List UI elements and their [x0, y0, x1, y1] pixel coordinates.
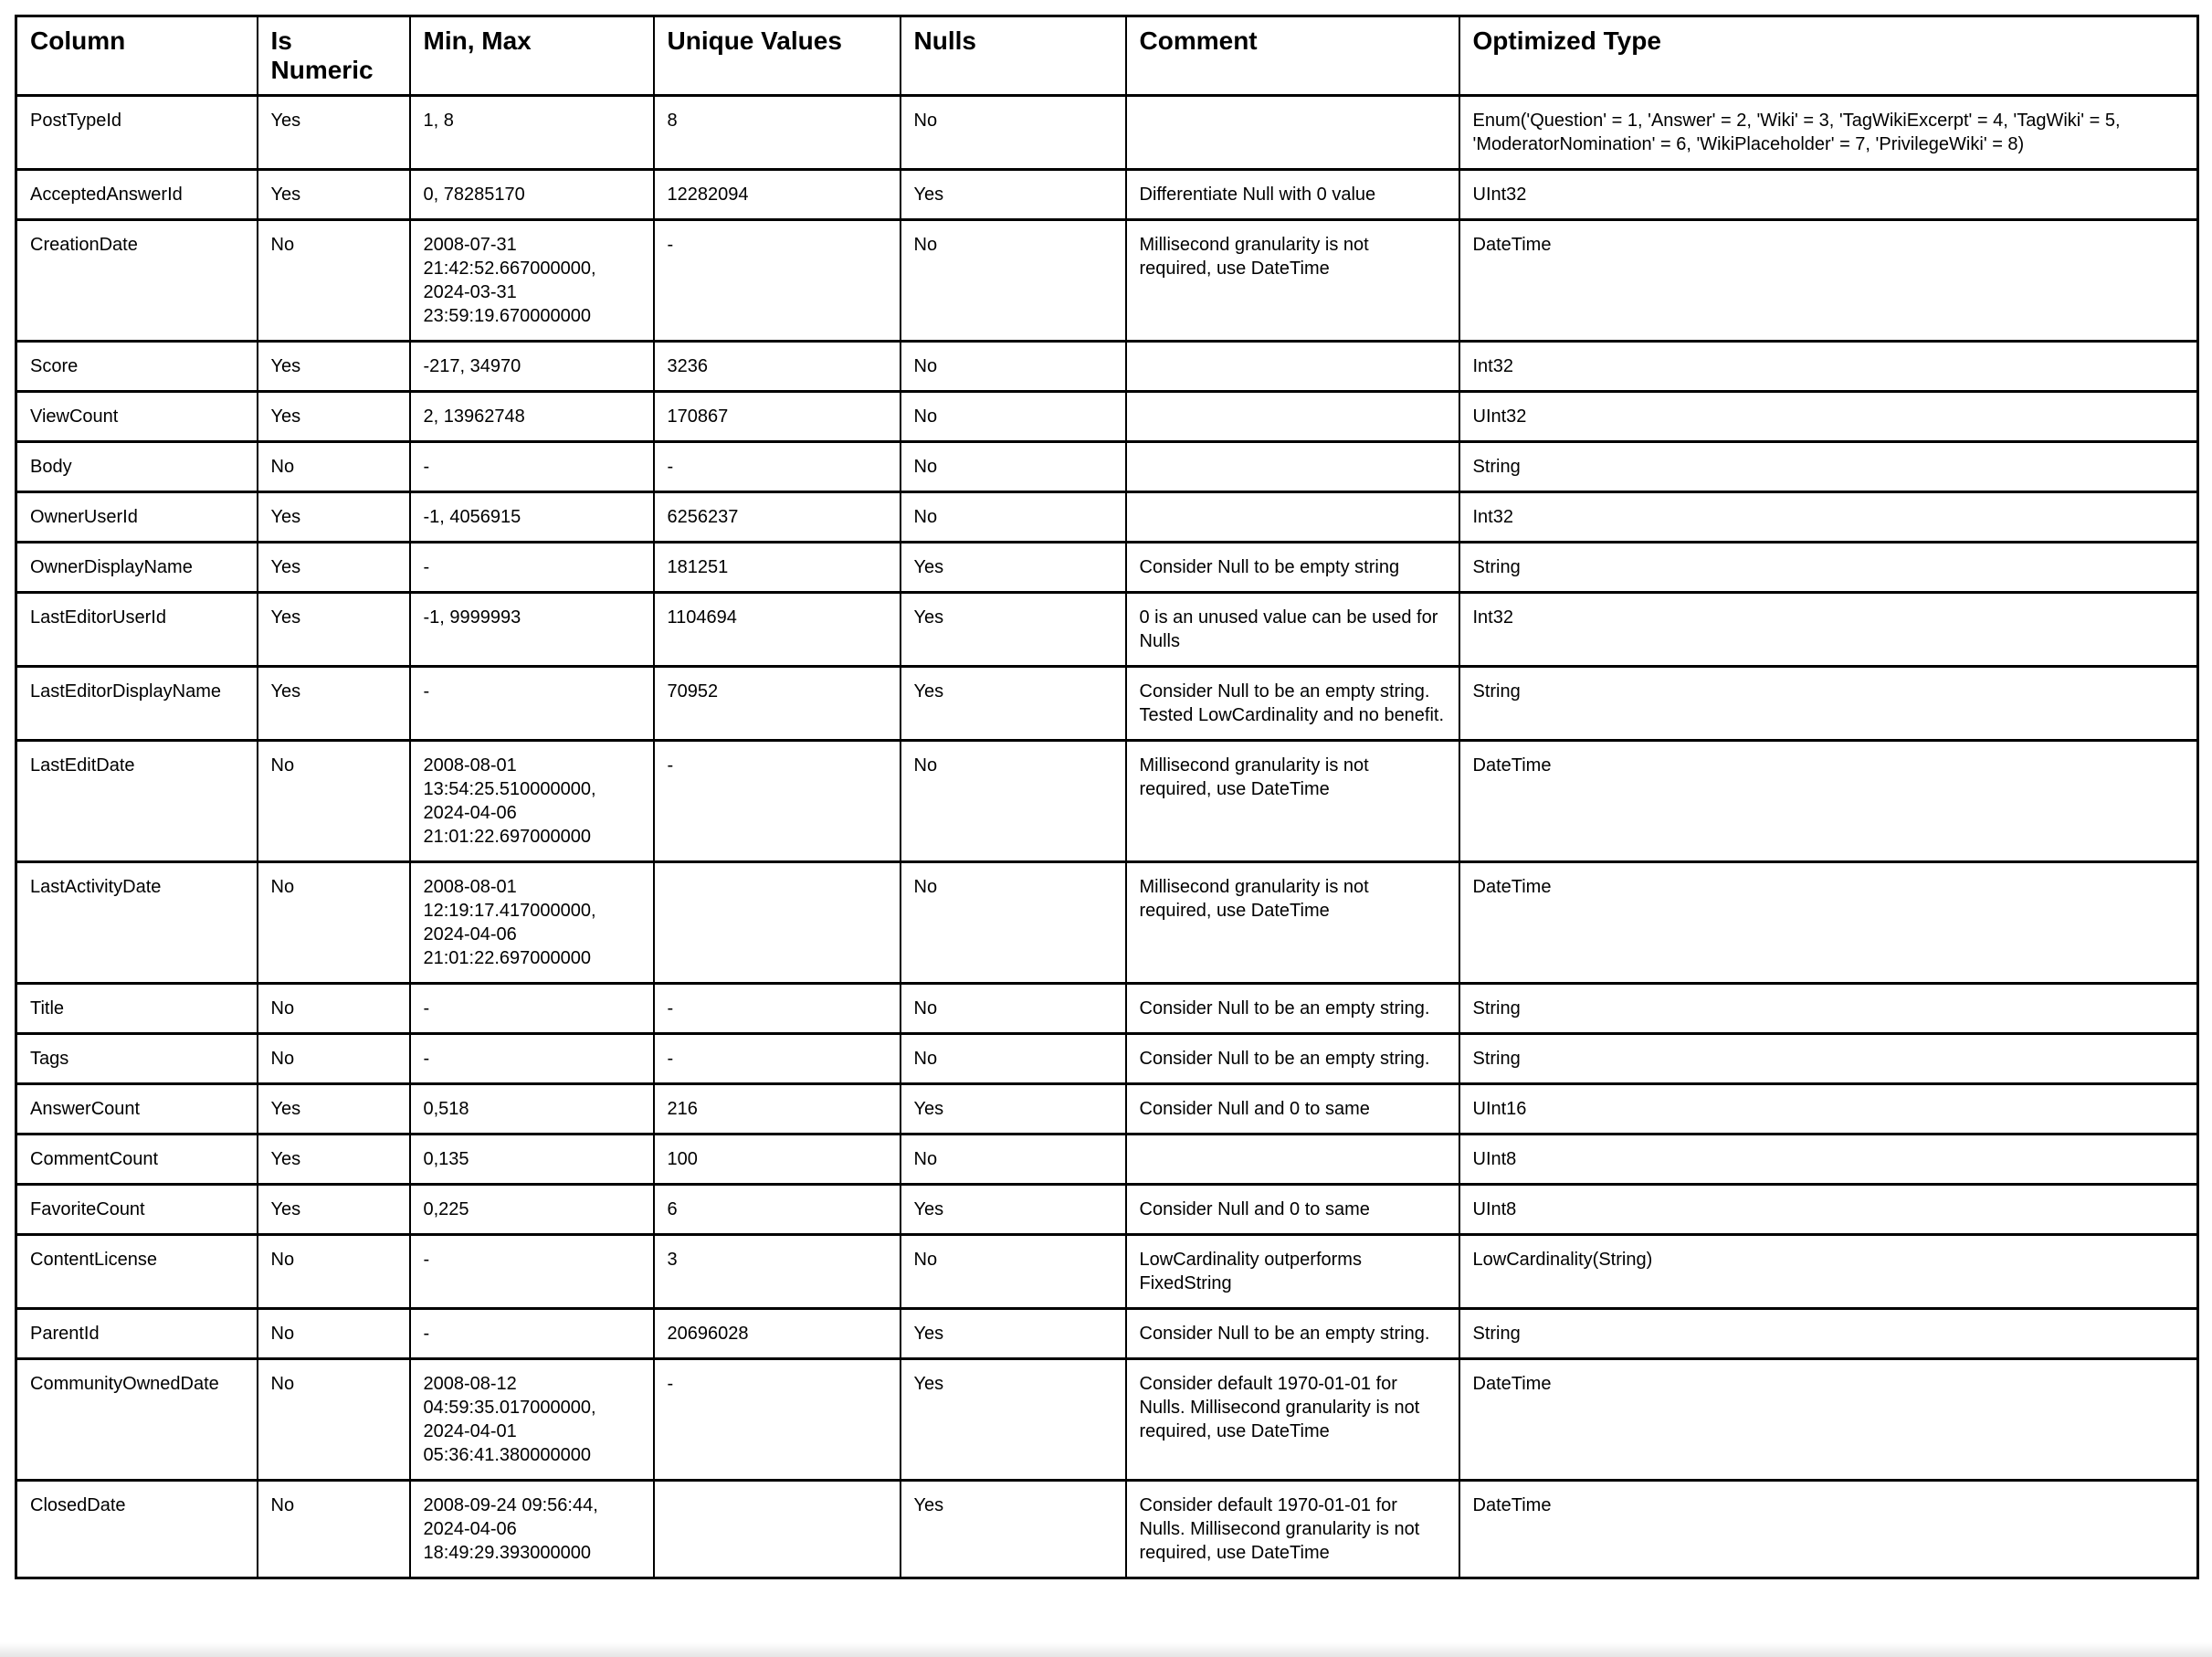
table-cell: Consider Null and 0 to same	[1126, 1084, 1459, 1135]
table-cell: Score	[16, 342, 258, 392]
table-row	[16, 442, 2198, 492]
table-cell: LastActivityDate	[16, 862, 258, 984]
table-row	[16, 1034, 2198, 1084]
table-cell: 1, 8	[410, 96, 654, 170]
table-cell: 0, 78285170	[410, 170, 654, 220]
table-cell: CreationDate	[16, 220, 258, 342]
table-cell: AnswerCount	[16, 1084, 258, 1135]
table-cell: LastEditorUserId	[16, 593, 258, 667]
table-cell: 3	[654, 1235, 901, 1309]
table-body	[16, 96, 2198, 1578]
table-cell: No	[258, 442, 410, 492]
table-cell: -1, 9999993	[410, 593, 654, 667]
table-cell: No	[901, 96, 1126, 170]
table-cell: Consider Null and 0 to same	[1126, 1185, 1459, 1235]
table-cell: FavoriteCount	[16, 1185, 258, 1235]
table-header	[16, 16, 2198, 96]
table-cell: Consider Null to be an empty string. Tested LowCardinality and no benefit.	[1126, 667, 1459, 741]
table-cell	[654, 1481, 901, 1578]
table-cell: 2008-09-24 09:56:44, 2024-04-06 18:49:29.393000000	[410, 1481, 654, 1578]
table-cell: -	[410, 1235, 654, 1309]
table-cell: UInt32	[1459, 170, 2198, 220]
table-cell: No	[901, 1235, 1126, 1309]
table-cell: Consider default 1970-01-01 for Nulls. Millisecond granularity is not required, use DateTime	[1126, 1359, 1459, 1481]
table-cell: ContentLicense	[16, 1235, 258, 1309]
table-cell: UInt8	[1459, 1185, 2198, 1235]
table-row	[16, 170, 2198, 220]
table-cell: No	[901, 1034, 1126, 1084]
column-header-nulls: Nulls	[901, 16, 1126, 96]
table-cell: 20696028	[654, 1309, 901, 1359]
table-cell: No	[258, 984, 410, 1034]
table-cell: No	[258, 862, 410, 984]
table-row	[16, 492, 2198, 543]
table-cell: Yes	[258, 667, 410, 741]
table-cell: ClosedDate	[16, 1481, 258, 1578]
table-cell: -	[410, 667, 654, 741]
table-cell: 6256237	[654, 492, 901, 543]
table-row	[16, 1309, 2198, 1359]
table-row	[16, 392, 2198, 442]
table-cell: No	[901, 342, 1126, 392]
table-cell: No	[901, 741, 1126, 862]
table-cell: Consider Null to be an empty string.	[1126, 1034, 1459, 1084]
table-cell: Yes	[258, 1135, 410, 1185]
table-cell: No	[258, 1481, 410, 1578]
page-bottom-shadow	[0, 1642, 2212, 1657]
table-row	[16, 667, 2198, 741]
table-cell: DateTime	[1459, 741, 2198, 862]
table-cell: Yes	[258, 593, 410, 667]
table-cell: String	[1459, 1034, 2198, 1084]
table-cell: 170867	[654, 392, 901, 442]
table-cell: Yes	[258, 170, 410, 220]
table-cell: Yes	[901, 593, 1126, 667]
table-row	[16, 543, 2198, 593]
table-cell: DateTime	[1459, 220, 2198, 342]
table-cell: No	[901, 220, 1126, 342]
table-cell: Yes	[901, 170, 1126, 220]
table-cell: 2, 13962748	[410, 392, 654, 442]
column-header-unique-values: Unique Values	[654, 16, 901, 96]
table-cell: Consider Null to be an empty string.	[1126, 984, 1459, 1034]
table-cell: No	[901, 392, 1126, 442]
table-row	[16, 1359, 2198, 1481]
table-cell: -1, 4056915	[410, 492, 654, 543]
table-cell: No	[901, 862, 1126, 984]
table-cell: 2008-08-01 13:54:25.510000000, 2024-04-06 21:01:22.697000000	[410, 741, 654, 862]
table-cell: Consider default 1970-01-01 for Nulls. Millisecond granularity is not required, use DateTime	[1126, 1481, 1459, 1578]
table-cell: 2008-08-12 04:59:35.017000000, 2024-04-01 05:36:41.380000000	[410, 1359, 654, 1481]
table-cell: CommunityOwnedDate	[16, 1359, 258, 1481]
table-cell: -	[410, 543, 654, 593]
column-header-comment: Comment	[1126, 16, 1459, 96]
table-cell: Int32	[1459, 593, 2198, 667]
table-cell: Yes	[901, 543, 1126, 593]
table-cell: -	[654, 442, 901, 492]
table-cell	[1126, 1135, 1459, 1185]
table-cell: LowCardinality outperforms FixedString	[1126, 1235, 1459, 1309]
table-row	[16, 984, 2198, 1034]
table-cell: Yes	[901, 1359, 1126, 1481]
header-row	[16, 16, 2198, 96]
table-cell: No	[901, 1135, 1126, 1185]
table-cell: -	[410, 984, 654, 1034]
table-cell: Enum('Question' = 1, 'Answer' = 2, 'Wiki' = 3, 'TagWikiExcerpt' = 4, 'TagWiki' = 5, 'ModeratorNomination' = 6, 'WikiPlaceholder' = 7, 'PrivilegeWiki' = 8)	[1459, 96, 2198, 170]
table-cell: 181251	[654, 543, 901, 593]
table-cell: LastEditDate	[16, 741, 258, 862]
table-cell: -	[654, 1034, 901, 1084]
table-cell: Title	[16, 984, 258, 1034]
table-cell: 0,518	[410, 1084, 654, 1135]
table-cell: 0,135	[410, 1135, 654, 1185]
table-row	[16, 96, 2198, 170]
table-cell: DateTime	[1459, 862, 2198, 984]
table-cell: 3236	[654, 342, 901, 392]
table-cell: String	[1459, 442, 2198, 492]
table-cell: No	[258, 1309, 410, 1359]
table-cell: No	[258, 1359, 410, 1481]
table-row	[16, 1481, 2198, 1578]
column-header-is-numeric: Is Numeric	[258, 16, 410, 96]
table-cell: -	[654, 220, 901, 342]
table-cell: String	[1459, 1309, 2198, 1359]
table-cell: No	[901, 984, 1126, 1034]
table-cell: Millisecond granularity is not required, use DateTime	[1126, 220, 1459, 342]
table-cell	[1126, 96, 1459, 170]
table-cell	[654, 862, 901, 984]
table-cell: DateTime	[1459, 1359, 2198, 1481]
table-cell: No	[901, 442, 1126, 492]
table-row	[16, 1135, 2198, 1185]
table-cell: No	[258, 741, 410, 862]
table-cell: String	[1459, 984, 2198, 1034]
table-cell: 8	[654, 96, 901, 170]
table-cell: Yes	[901, 1481, 1126, 1578]
table-cell: Yes	[258, 1084, 410, 1135]
table-cell: 0,225	[410, 1185, 654, 1235]
table-row	[16, 1185, 2198, 1235]
table-cell	[1126, 442, 1459, 492]
table-row	[16, 862, 2198, 984]
column-metadata-table	[15, 15, 2199, 1579]
table-cell: -	[654, 1359, 901, 1481]
table-cell: CommentCount	[16, 1135, 258, 1185]
table-cell: ViewCount	[16, 392, 258, 442]
table-cell: Body	[16, 442, 258, 492]
table-row	[16, 220, 2198, 342]
table-cell: UInt8	[1459, 1135, 2198, 1185]
table-cell: Int32	[1459, 342, 2198, 392]
table-row	[16, 1084, 2198, 1135]
table-row	[16, 1235, 2198, 1309]
table-cell: No	[901, 492, 1126, 543]
table-row	[16, 342, 2198, 392]
table-cell: String	[1459, 543, 2198, 593]
table-cell: DateTime	[1459, 1481, 2198, 1578]
table-cell: String	[1459, 667, 2198, 741]
table-cell: Differentiate Null with 0 value	[1126, 170, 1459, 220]
table-cell: Yes	[258, 392, 410, 442]
column-header-min-max: Min, Max	[410, 16, 654, 96]
table-cell: 2008-08-01 12:19:17.417000000, 2024-04-06 21:01:22.697000000	[410, 862, 654, 984]
table-cell: Tags	[16, 1034, 258, 1084]
table-cell: Yes	[901, 1084, 1126, 1135]
table-cell	[1126, 492, 1459, 543]
table-cell: No	[258, 1235, 410, 1309]
table-cell: 216	[654, 1084, 901, 1135]
table-row	[16, 593, 2198, 667]
table-cell: -	[410, 442, 654, 492]
table-cell: Yes	[258, 492, 410, 543]
column-header-optimized-type: Optimized Type	[1459, 16, 2198, 96]
table-cell: Yes	[901, 1185, 1126, 1235]
table-cell: Int32	[1459, 492, 2198, 543]
table-cell: UInt16	[1459, 1084, 2198, 1135]
table-cell: Yes	[258, 342, 410, 392]
table-cell: Yes	[258, 96, 410, 170]
table-cell: UInt32	[1459, 392, 2198, 442]
table-cell: 1104694	[654, 593, 901, 667]
table-cell: -	[410, 1034, 654, 1084]
table-cell: OwnerUserId	[16, 492, 258, 543]
table-cell: -	[654, 984, 901, 1034]
table-cell: -217, 34970	[410, 342, 654, 392]
table-cell	[1126, 392, 1459, 442]
table-cell: Millisecond granularity is not required, use DateTime	[1126, 862, 1459, 984]
table-cell: LowCardinality(String)	[1459, 1235, 2198, 1309]
table-row	[16, 741, 2198, 862]
table-cell: 6	[654, 1185, 901, 1235]
table-cell	[1126, 342, 1459, 392]
table-cell: Consider Null to be empty string	[1126, 543, 1459, 593]
table-cell: ParentId	[16, 1309, 258, 1359]
column-header-column: Column	[16, 16, 258, 96]
table-cell: No	[258, 220, 410, 342]
table-cell: Yes	[901, 667, 1126, 741]
table-cell: 70952	[654, 667, 901, 741]
table-cell: 100	[654, 1135, 901, 1185]
table-cell: Yes	[258, 543, 410, 593]
table-cell: 12282094	[654, 170, 901, 220]
table-cell: -	[654, 741, 901, 862]
table-cell: 0 is an unused value can be used for Nulls	[1126, 593, 1459, 667]
table-cell: LastEditorDisplayName	[16, 667, 258, 741]
table-cell: -	[410, 1309, 654, 1359]
table-cell: PostTypeId	[16, 96, 258, 170]
table-cell: No	[258, 1034, 410, 1084]
table-cell: 2008-07-31 21:42:52.667000000, 2024-03-31 23:59:19.670000000	[410, 220, 654, 342]
table-cell: Yes	[901, 1309, 1126, 1359]
table-cell: OwnerDisplayName	[16, 543, 258, 593]
table-cell: Consider Null to be an empty string.	[1126, 1309, 1459, 1359]
table-cell: Millisecond granularity is not required, use DateTime	[1126, 741, 1459, 862]
table-cell: AcceptedAnswerId	[16, 170, 258, 220]
table-cell: Yes	[258, 1185, 410, 1235]
